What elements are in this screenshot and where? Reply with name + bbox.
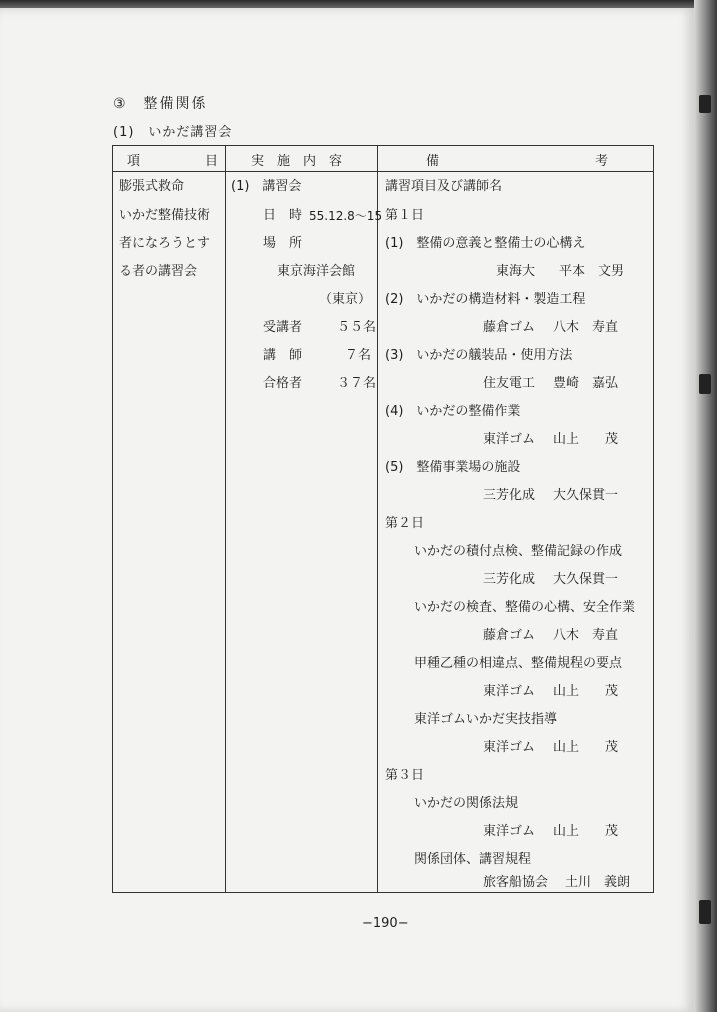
header-item-a: 項 (127, 154, 141, 169)
attendees-value: ５５名 (337, 320, 377, 335)
item-line: る者の講習会 (119, 264, 198, 279)
lecture-topic: いかだの関係法規 (414, 796, 519, 811)
page-number: −190− (362, 916, 409, 931)
lecturer-org: 三芳化成 (483, 572, 536, 587)
lecturer-org: 住友電工 (483, 376, 536, 391)
lecturer-name: 八木 寿直 (553, 320, 619, 335)
attendees-label: 受講者 (263, 320, 303, 335)
item-line: いかだ整備技術 (119, 208, 211, 223)
place-city: （東京） (319, 292, 372, 307)
date-value: 55.12.8〜15 (309, 209, 383, 223)
lecturer-name: 大久保貫一 (553, 488, 619, 503)
header-item-b: 目 (205, 154, 219, 169)
lecture-topic: (1) 整備の意義と整備士の心構え (385, 236, 586, 251)
lecturer-name: 山上 茂 (553, 740, 619, 755)
lecturer-name: 山上 茂 (553, 684, 619, 699)
lecture-topic: 東洋ゴムいかだ実技指導 (414, 712, 558, 727)
lecturer-name: 大久保貫一 (553, 572, 619, 587)
binding-clip (699, 374, 711, 394)
passed-value: ３７名 (337, 376, 377, 391)
lecturer-org: 旅客船協会 (483, 875, 549, 890)
lecturers-label: 講 師 (263, 348, 303, 363)
passed-label: 合格者 (263, 376, 303, 391)
column-divider (225, 146, 226, 892)
column-divider (377, 146, 378, 892)
place-label: 場 所 (263, 236, 303, 251)
lecture-topic: 関係団体、講習規程 (414, 852, 532, 867)
section-title: ③ 整備関係 (113, 96, 208, 112)
lecturer-org: 藤倉ゴム (483, 628, 536, 643)
lecturer-name: 豊崎 嘉弘 (553, 376, 619, 391)
item-line: 膨張式救命 (119, 179, 185, 194)
item-line: 者になろうとす (119, 236, 211, 251)
lecture-topic: 甲種乙種の相違点、整備規程の要点 (414, 656, 623, 671)
sub-title: (1) いかだ講習会 (113, 125, 233, 140)
lecturer-name: 山上 茂 (553, 824, 619, 839)
lecture-topic: いかだの検査、整備の心構、安全作業 (414, 600, 636, 615)
day-heading: 第２日 (385, 516, 425, 531)
lecturer-name: 山上 茂 (553, 432, 619, 447)
header-divider (113, 171, 653, 172)
lecture-topic: (4) いかだの整備作業 (385, 404, 521, 419)
lecture-table (112, 145, 654, 893)
lecture-topic: (2) いかだの構造材料・製造工程 (385, 292, 586, 307)
lecturer-name: 八木 寿直 (553, 628, 619, 643)
lecture-topic: (3) いかだの艤装品・使用方法 (385, 348, 573, 363)
header-remarks-a: 備 (426, 154, 440, 169)
place-value: 東京海洋会館 (277, 264, 356, 279)
lecturer-org: 東洋ゴム (483, 740, 536, 755)
lecturer-name: 平本 文男 (559, 264, 625, 279)
book-spine-shadow (694, 0, 717, 1012)
lecturer-org: 三芳化成 (483, 488, 536, 503)
lecturer-org: 東洋ゴム (483, 432, 536, 447)
content-heading: (1) 講習会 (231, 179, 302, 194)
binding-clip (699, 900, 711, 924)
binding-clip (699, 95, 711, 113)
lecture-topic: いかだの積付点検、整備記録の作成 (414, 544, 623, 559)
lecturers-value: ７名 (345, 348, 372, 363)
header-remarks-b: 考 (595, 154, 609, 169)
remarks-heading: 講習項目及び講師名 (385, 179, 503, 194)
lecturer-org: 藤倉ゴム (483, 320, 536, 335)
date-label: 日 時 (263, 208, 303, 223)
lecturer-org: 東海大 (496, 264, 536, 279)
lecturer-org: 東洋ゴム (483, 824, 536, 839)
day-heading: 第３日 (385, 768, 425, 783)
lecturer-name: 土川 義朗 (565, 875, 631, 890)
lecture-topic: (5) 整備事業場の施設 (385, 460, 521, 475)
header-content: 実 施 内 容 (251, 154, 343, 169)
day-heading: 第１日 (385, 208, 425, 223)
lecturer-org: 東洋ゴム (483, 684, 536, 699)
